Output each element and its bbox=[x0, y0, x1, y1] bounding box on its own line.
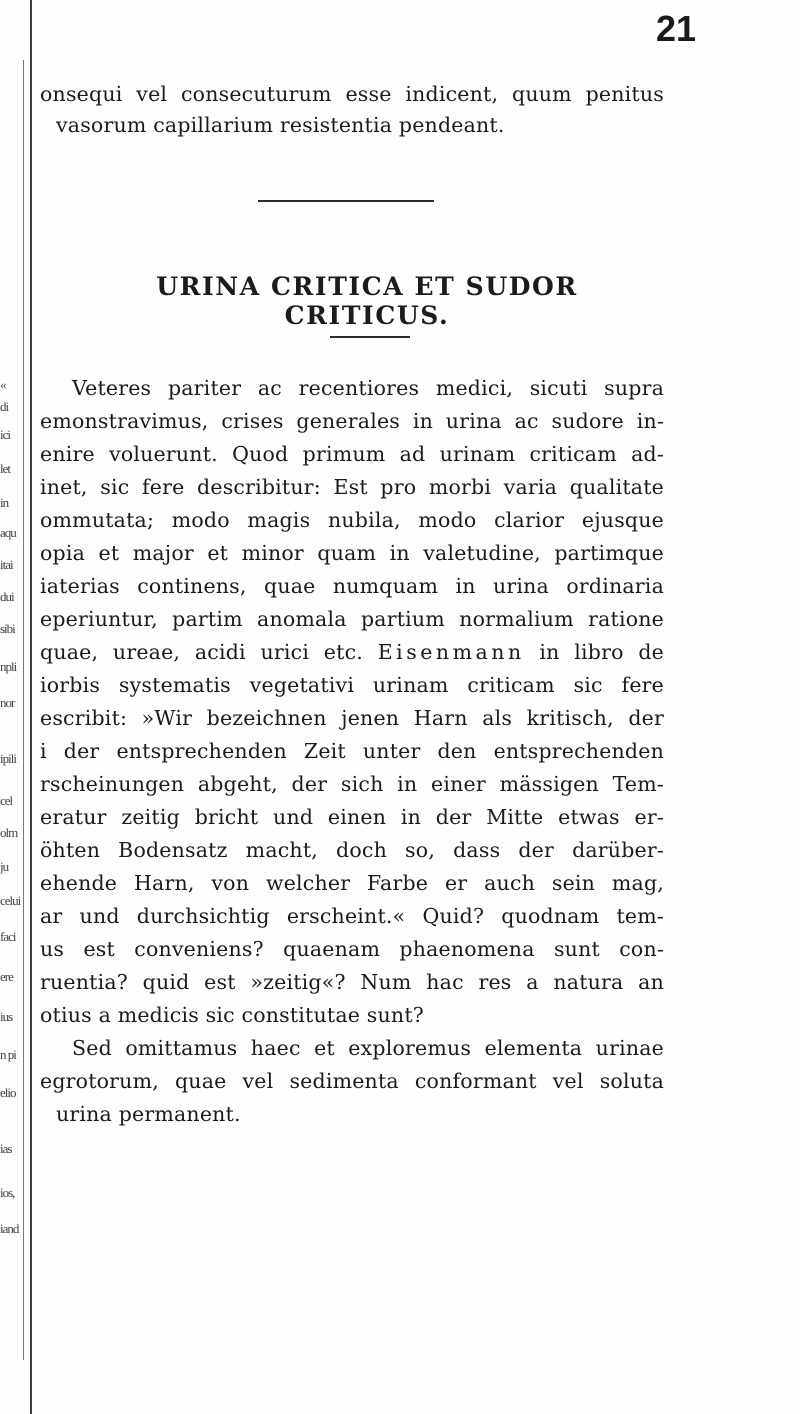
text-line: eperiuntur, partim anomala partium normalium ratione bbox=[40, 607, 664, 631]
text-line: inet, sic fere describitur: Est pro morbi varia qualitate bbox=[40, 475, 664, 499]
margin-bleed-text: npli bbox=[0, 659, 17, 674]
text-line: us est conveniens? quaenam phaenomena sunt con- bbox=[40, 937, 664, 961]
margin-bleed-text: olm bbox=[0, 825, 18, 840]
text-line: iaterias continens, quae numquam in urina ordinaria bbox=[40, 574, 664, 598]
text-line: vasorum capillarium resistentia pendeant. bbox=[56, 113, 505, 137]
margin-bleed-text: ere bbox=[0, 969, 13, 984]
text-line: escribit: »Wir bezeichnen jenen Harn als kritisch, der bbox=[40, 706, 664, 730]
margin-bleed-text: ipili bbox=[0, 751, 16, 766]
margin-bleed-text: elio bbox=[0, 1085, 16, 1100]
section-heading: URINA CRITICA ET SUDOR CRITICUS. bbox=[156, 272, 578, 330]
text-segment: quae, ureae, acidi urici etc. bbox=[40, 640, 363, 664]
text-line: rscheinungen abgeht, der sich in einer mässigen Tem- bbox=[40, 772, 664, 796]
margin-bleed-text: n pi bbox=[0, 1047, 16, 1062]
text-line: ruentia? quid est »zeitig«? Num hac res a natura an bbox=[40, 970, 664, 994]
text-line: onsequi vel consecuturum esse indicent, quum penitus bbox=[40, 82, 664, 106]
text-line: öhten Bodensatz macht, doch so, dass der darüber- bbox=[40, 838, 664, 862]
margin-bleed-text: in bbox=[0, 495, 9, 510]
margin-bleed-text: dui bbox=[0, 589, 14, 604]
text-line: Sed omittamus haec et exploremus elementa urinae bbox=[72, 1036, 664, 1060]
margin-bleed-text: sibi bbox=[0, 621, 15, 636]
text-line bbox=[40, 640, 664, 664]
book-spine bbox=[0, 0, 32, 1414]
author-name: Eisenmann bbox=[377, 640, 525, 664]
text-line: iorbis systematis vegetativi urinam criticam sic fere bbox=[40, 673, 664, 697]
margin-bleed-text: ius bbox=[0, 1009, 13, 1024]
text-line: ehende Harn, von welcher Farbe er auch sein mag, bbox=[40, 871, 664, 895]
text-line: Veteres pariter ac recentiores medici, sicuti supra bbox=[72, 376, 664, 400]
text-line: otius a medicis sic constitutae sunt? bbox=[40, 1003, 424, 1027]
text-line: ar und durchsichtig erscheint.« Quid? quodnam tem- bbox=[40, 904, 664, 928]
margin-bleed-text: celui bbox=[0, 893, 21, 908]
margin-bleed-text: iand bbox=[0, 1221, 19, 1236]
margin-bleed-text: let bbox=[0, 461, 10, 476]
text-line: eratur zeitig bricht und einen in der Mitte etwas er- bbox=[40, 805, 664, 829]
section-divider bbox=[258, 200, 434, 202]
spine-shadow bbox=[23, 60, 24, 1360]
margin-bleed-text: ias bbox=[0, 1141, 12, 1156]
margin-bleed-text: di bbox=[0, 399, 9, 414]
margin-bleed-text: itai bbox=[0, 557, 13, 572]
page-number: 21 bbox=[655, 8, 696, 49]
text-segment: in libro de bbox=[539, 640, 665, 664]
margin-bleed-text: ici bbox=[0, 427, 10, 442]
margin-bleed-text: cel bbox=[0, 793, 13, 808]
text-line: emonstravimus, crises generales in urina ac sudore in- bbox=[40, 409, 664, 433]
gutter-edge bbox=[30, 0, 32, 1414]
text-line: egrotorum, quae vel sedimenta conformant vel soluta bbox=[40, 1069, 664, 1093]
text-line: urina permanent. bbox=[56, 1102, 241, 1126]
margin-bleed-text: ju bbox=[0, 859, 9, 874]
text-line: i der entsprechenden Zeit unter den entsprechenden bbox=[40, 739, 664, 763]
margin-bleed-text: « bbox=[0, 377, 6, 392]
margin-bleed-text: ios, bbox=[0, 1185, 15, 1200]
margin-bleed-text: aqu bbox=[0, 525, 16, 540]
heading-underline bbox=[330, 336, 410, 338]
text-line: opia et major et minor quam in valetudine, partimque bbox=[40, 541, 664, 565]
text-line: enire voluerunt. Quod primum ad urinam criticam ad- bbox=[40, 442, 664, 466]
text-line: ommutata; modo magis nubila, modo clarior ejusque bbox=[40, 508, 664, 532]
margin-bleed-text: nor bbox=[0, 695, 15, 710]
margin-bleed-text: faci bbox=[0, 929, 16, 944]
